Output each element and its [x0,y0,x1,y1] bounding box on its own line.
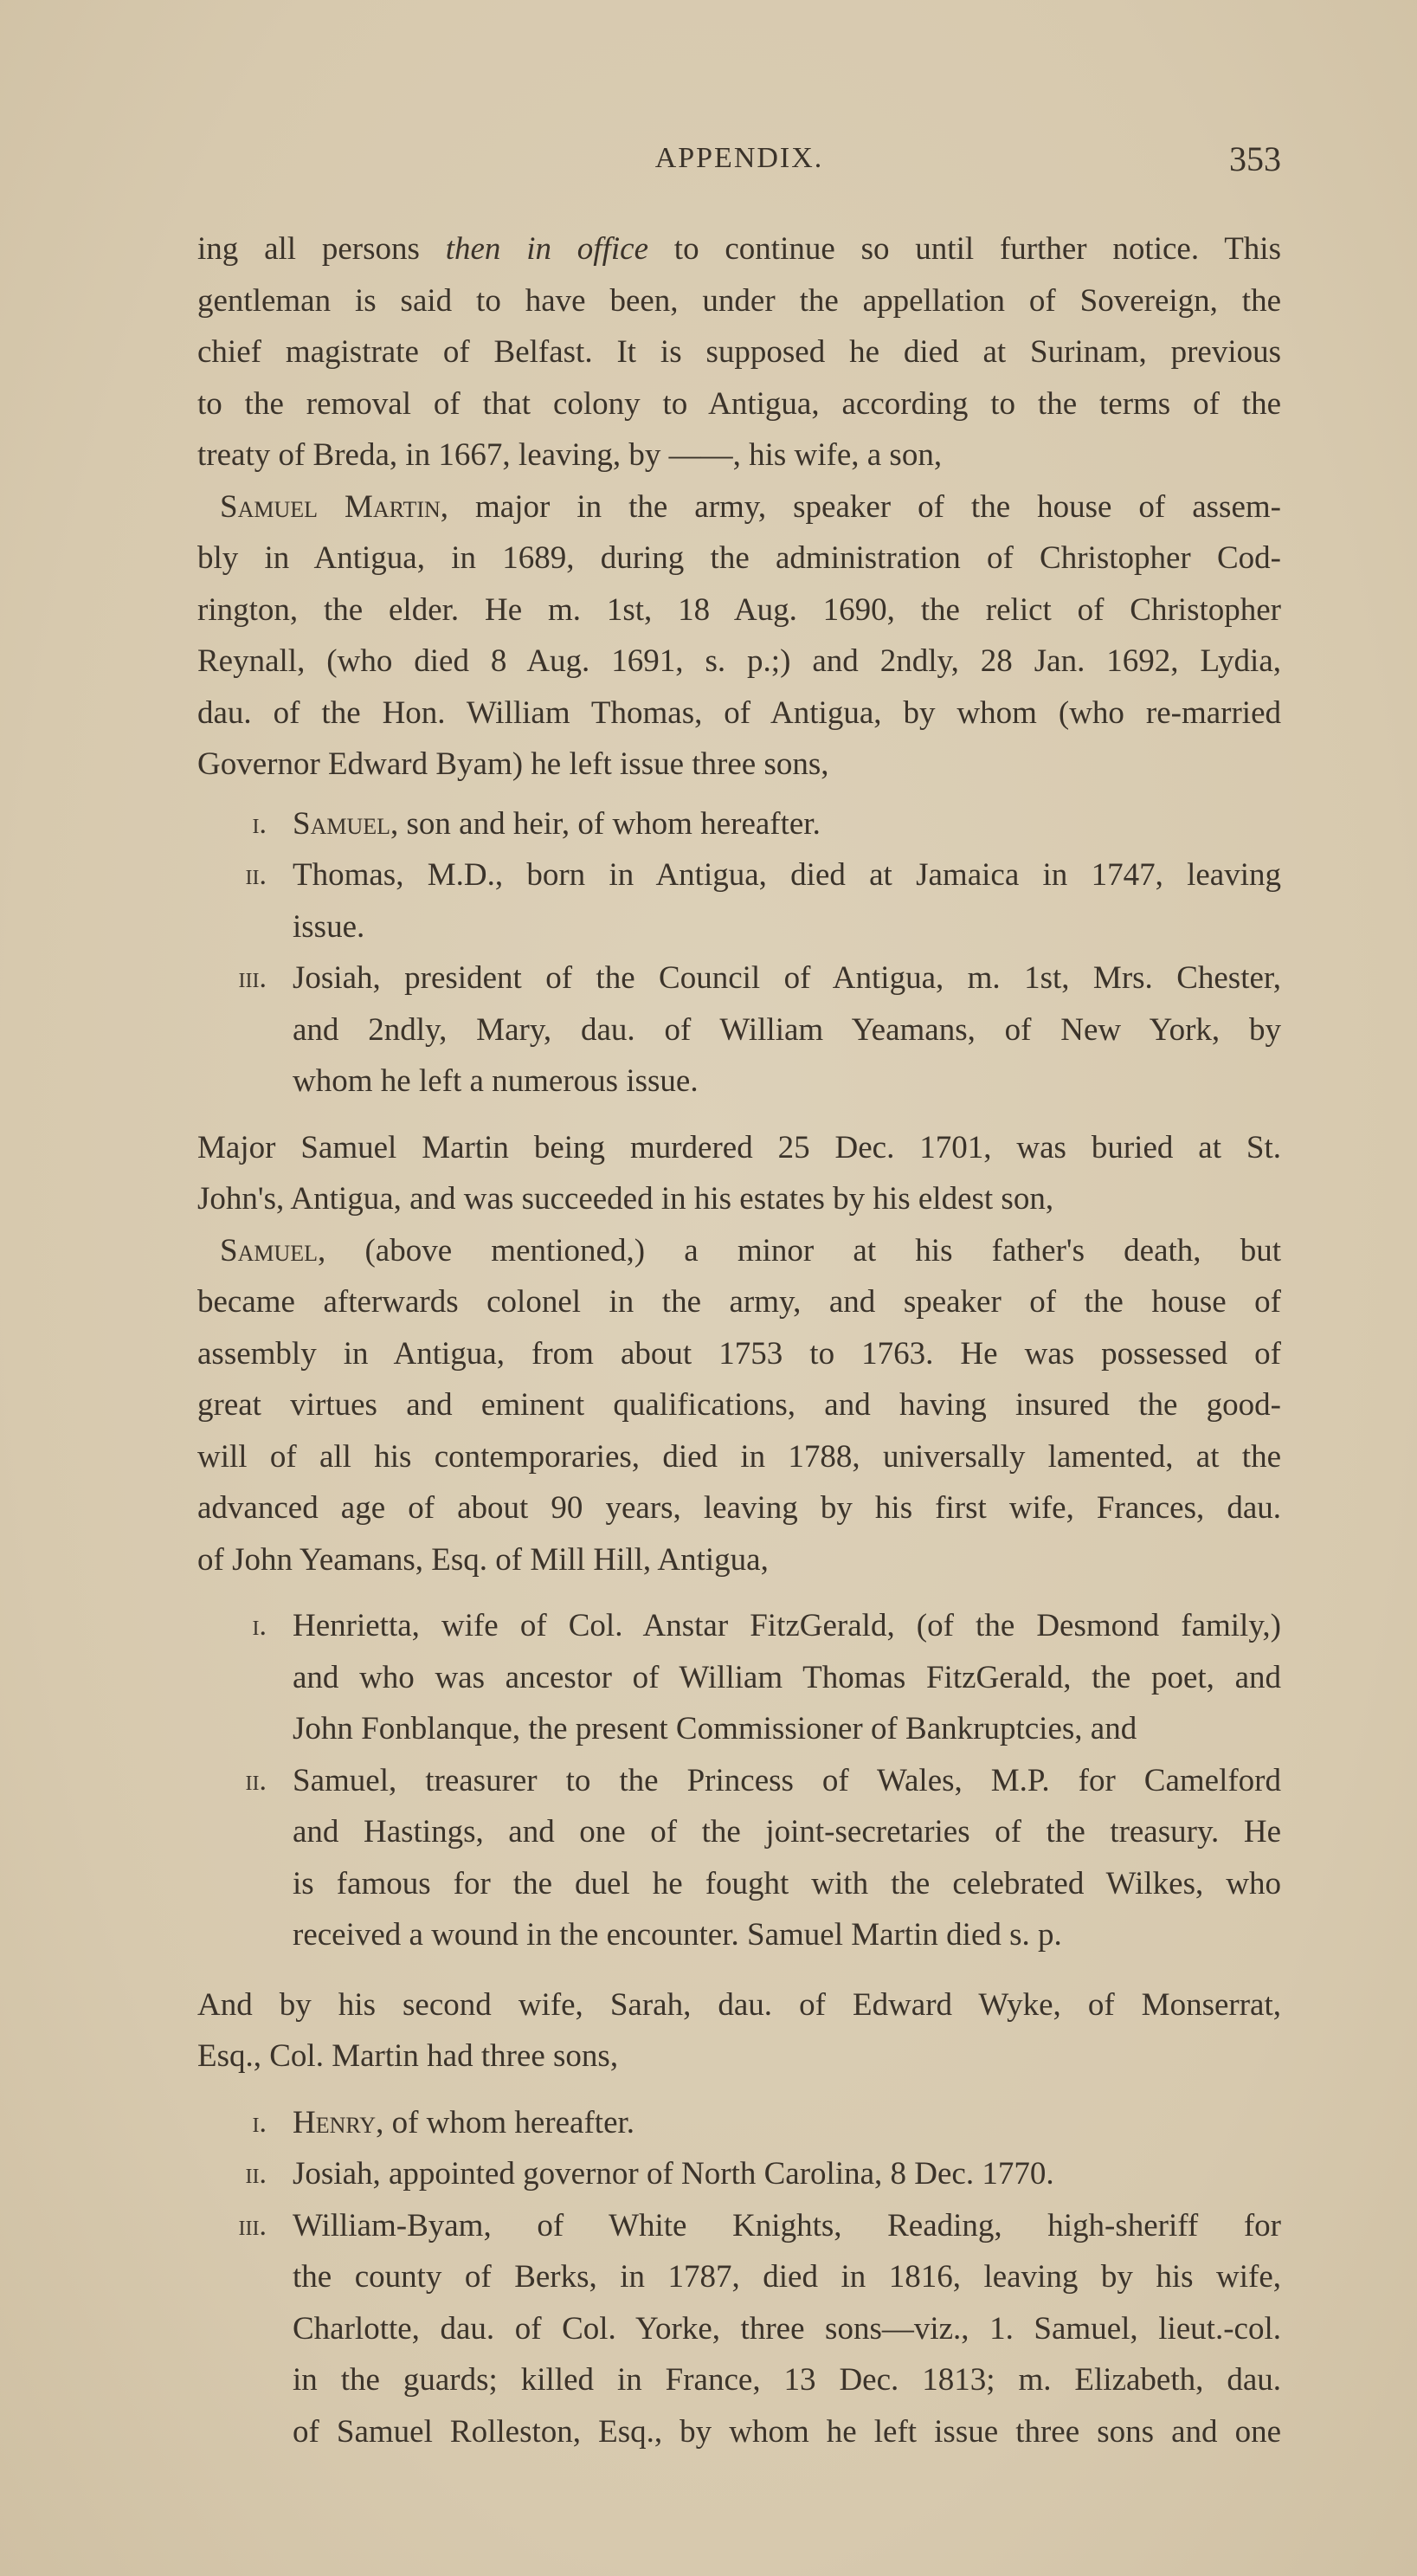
list-item [197,2148,1281,2200]
text-line: became afterwards colonel in the army, and speaker of the house of [197,1284,1281,1320]
text-segment: , (above mentioned,) a minor at his father's death, but [318,1232,1281,1269]
text-line: assembly in Antigua, from about 1753 to 1763. He was possessed of [197,1335,1281,1372]
list-item [197,2097,1281,2149]
paragraph [197,1122,1281,1225]
running-head [197,139,1281,182]
paragraph [197,481,1281,791]
name-smallcaps: Samuel [220,1232,319,1269]
text-line [293,2097,1281,2149]
list-item [197,2200,1281,2458]
text-line: treaty of Breda, in 1667, leaving, by ——, his wife, a son, [197,437,943,473]
paragraph [197,223,1281,481]
roman-numeral: i. [252,1610,267,1642]
text-line: the county of Berks, in 1787, died in 1816, leaving by his wife, [293,2259,1281,2295]
text-line: bly in Antigua, in 1689, during the administration of Christopher Cod- [197,540,1281,576]
text-line: is famous for the duel he fought with the celebrated Wilkes, who [293,1865,1281,1901]
text-line: gentleman is said to have been, under the appellation of Sovereign, the [197,282,1281,319]
name-smallcaps: Samuel [293,805,391,842]
text-line: Governor Edward Byam) he left issue three sons, [197,746,829,782]
text-line [197,481,1281,533]
text-line [197,223,1281,275]
text-line: William-Byam, of White Knights, Reading, high-sheriff for [293,2207,1281,2244]
text-line: John Fonblanque, the present Commissioner of Bankruptcies, and [293,1711,1137,1746]
text-line: in the guards; killed in France, 13 Dec. 1813; m. Elizabeth, dau. [293,2362,1281,2398]
text-segment: , major in the army, speaker of the house of assem- [440,488,1281,525]
roman-numeral: i. [252,807,267,840]
italic-text: then in office [445,231,648,267]
text-line [293,798,1281,850]
roman-numeral: ii. [245,1764,267,1797]
running-head-title: APPENDIX. [654,142,824,174]
text-line: Thomas, M.D., born in Antigua, died at Jamaica in 1747, leaving [293,857,1281,893]
text-line: And by his second wife, Sarah, dau. of Edward Wyke, of Monserrat, [197,1986,1281,2023]
text-line: John's, Antigua, and was succeeded in his estates by his eldest son, [197,1181,1054,1217]
text-line: Major Samuel Martin being murdered 25 Dec. 1701, was buried at St. [197,1129,1281,1165]
list-item [197,849,1281,952]
text-line: chief magistrate of Belfast. It is supposed he died at Surinam, previous [197,334,1281,370]
paragraph [197,1225,1281,1586]
paragraph [197,1979,1281,2082]
roman-numeral: iii. [238,2209,267,2242]
roman-numeral: ii. [245,2158,267,2190]
numbered-list [197,1600,1281,1961]
roman-numeral: iii. [238,962,267,994]
page-number: 353 [1229,139,1281,178]
roman-numeral: ii. [245,859,267,891]
numbered-list [197,2097,1281,2458]
text-line: to the removal of that colony to Antigua, according to the terms of the [197,385,1281,422]
list-item [197,1755,1281,1961]
text-line: of John Yeamans, Esq. of Mill Hill, Antigua, [197,1541,769,1578]
text-line: rington, the elder. He m. 1st, 18 Aug. 1690, the relict of Christopher [197,591,1281,628]
text-line: great virtues and eminent qualifications, and having insured the good- [197,1387,1281,1423]
text-line: issue. [293,908,365,945]
text-line: will of all his contemporaries, died in 1788, universally lamented, at the [197,1438,1281,1475]
name-smallcaps: Samuel Martin [220,488,441,525]
text-line: Reynall, (who died 8 Aug. 1691, s. p.;) and 2ndly, 28 Jan. 1692, Lydia, [197,643,1281,679]
name-smallcaps: Henry [293,2104,377,2140]
text-segment: , of whom hereafter. [376,2104,635,2140]
text-segment: to continue so until further notice. This [648,231,1281,267]
text-line: whom he left a numerous issue. [293,1063,699,1099]
text-segment: , son and heir, of whom hereafter. [390,805,821,842]
roman-numeral: i. [252,2106,267,2139]
text-line: and 2ndly, Mary, dau. of William Yeamans, of New York, by [293,1011,1281,1048]
list-item [197,952,1281,1107]
text-line: Samuel, treasurer to the Princess of Wales, M.P. for Camelford [293,1762,1281,1798]
text-line: Josiah, appointed governor of North Carolina, 8 Dec. 1770. [293,2156,1054,2192]
text-line: advanced age of about 90 years, leaving by his first wife, Frances, dau. [197,1490,1281,1526]
text-line: of Samuel Rolleston, Esq., by whom he left issue three sons and one [293,2413,1281,2450]
text-line: received a wound in the encounter. Samuel Martin died s. p. [293,1917,1062,1953]
numbered-list [197,798,1281,1107]
text-line [197,1225,1281,1277]
text-line: Charlotte, dau. of Col. Yorke, three sons—viz., 1. Samuel, lieut.-col. [293,2310,1281,2347]
text-segment: ing all persons [197,231,446,267]
body-text [197,223,1281,2457]
list-item [197,1600,1281,1755]
text-line: dau. of the Hon. William Thomas, of Antigua, by whom (who re-married [197,694,1281,731]
text-line: Henrietta, wife of Col. Anstar FitzGerald, (of the Desmond family,) [293,1608,1281,1643]
text-line: and who was ancestor of William Thomas FitzGerald, the poet, and [293,1659,1281,1695]
list-item [197,798,1281,850]
text-line: Josiah, president of the Council of Antigua, m. 1st, Mrs. Chester, [293,960,1281,996]
text-line: Esq., Col. Martin had three sons, [197,2038,619,2074]
text-line: and Hastings, and one of the joint-secretaries of the treasury. He [293,1814,1281,1850]
